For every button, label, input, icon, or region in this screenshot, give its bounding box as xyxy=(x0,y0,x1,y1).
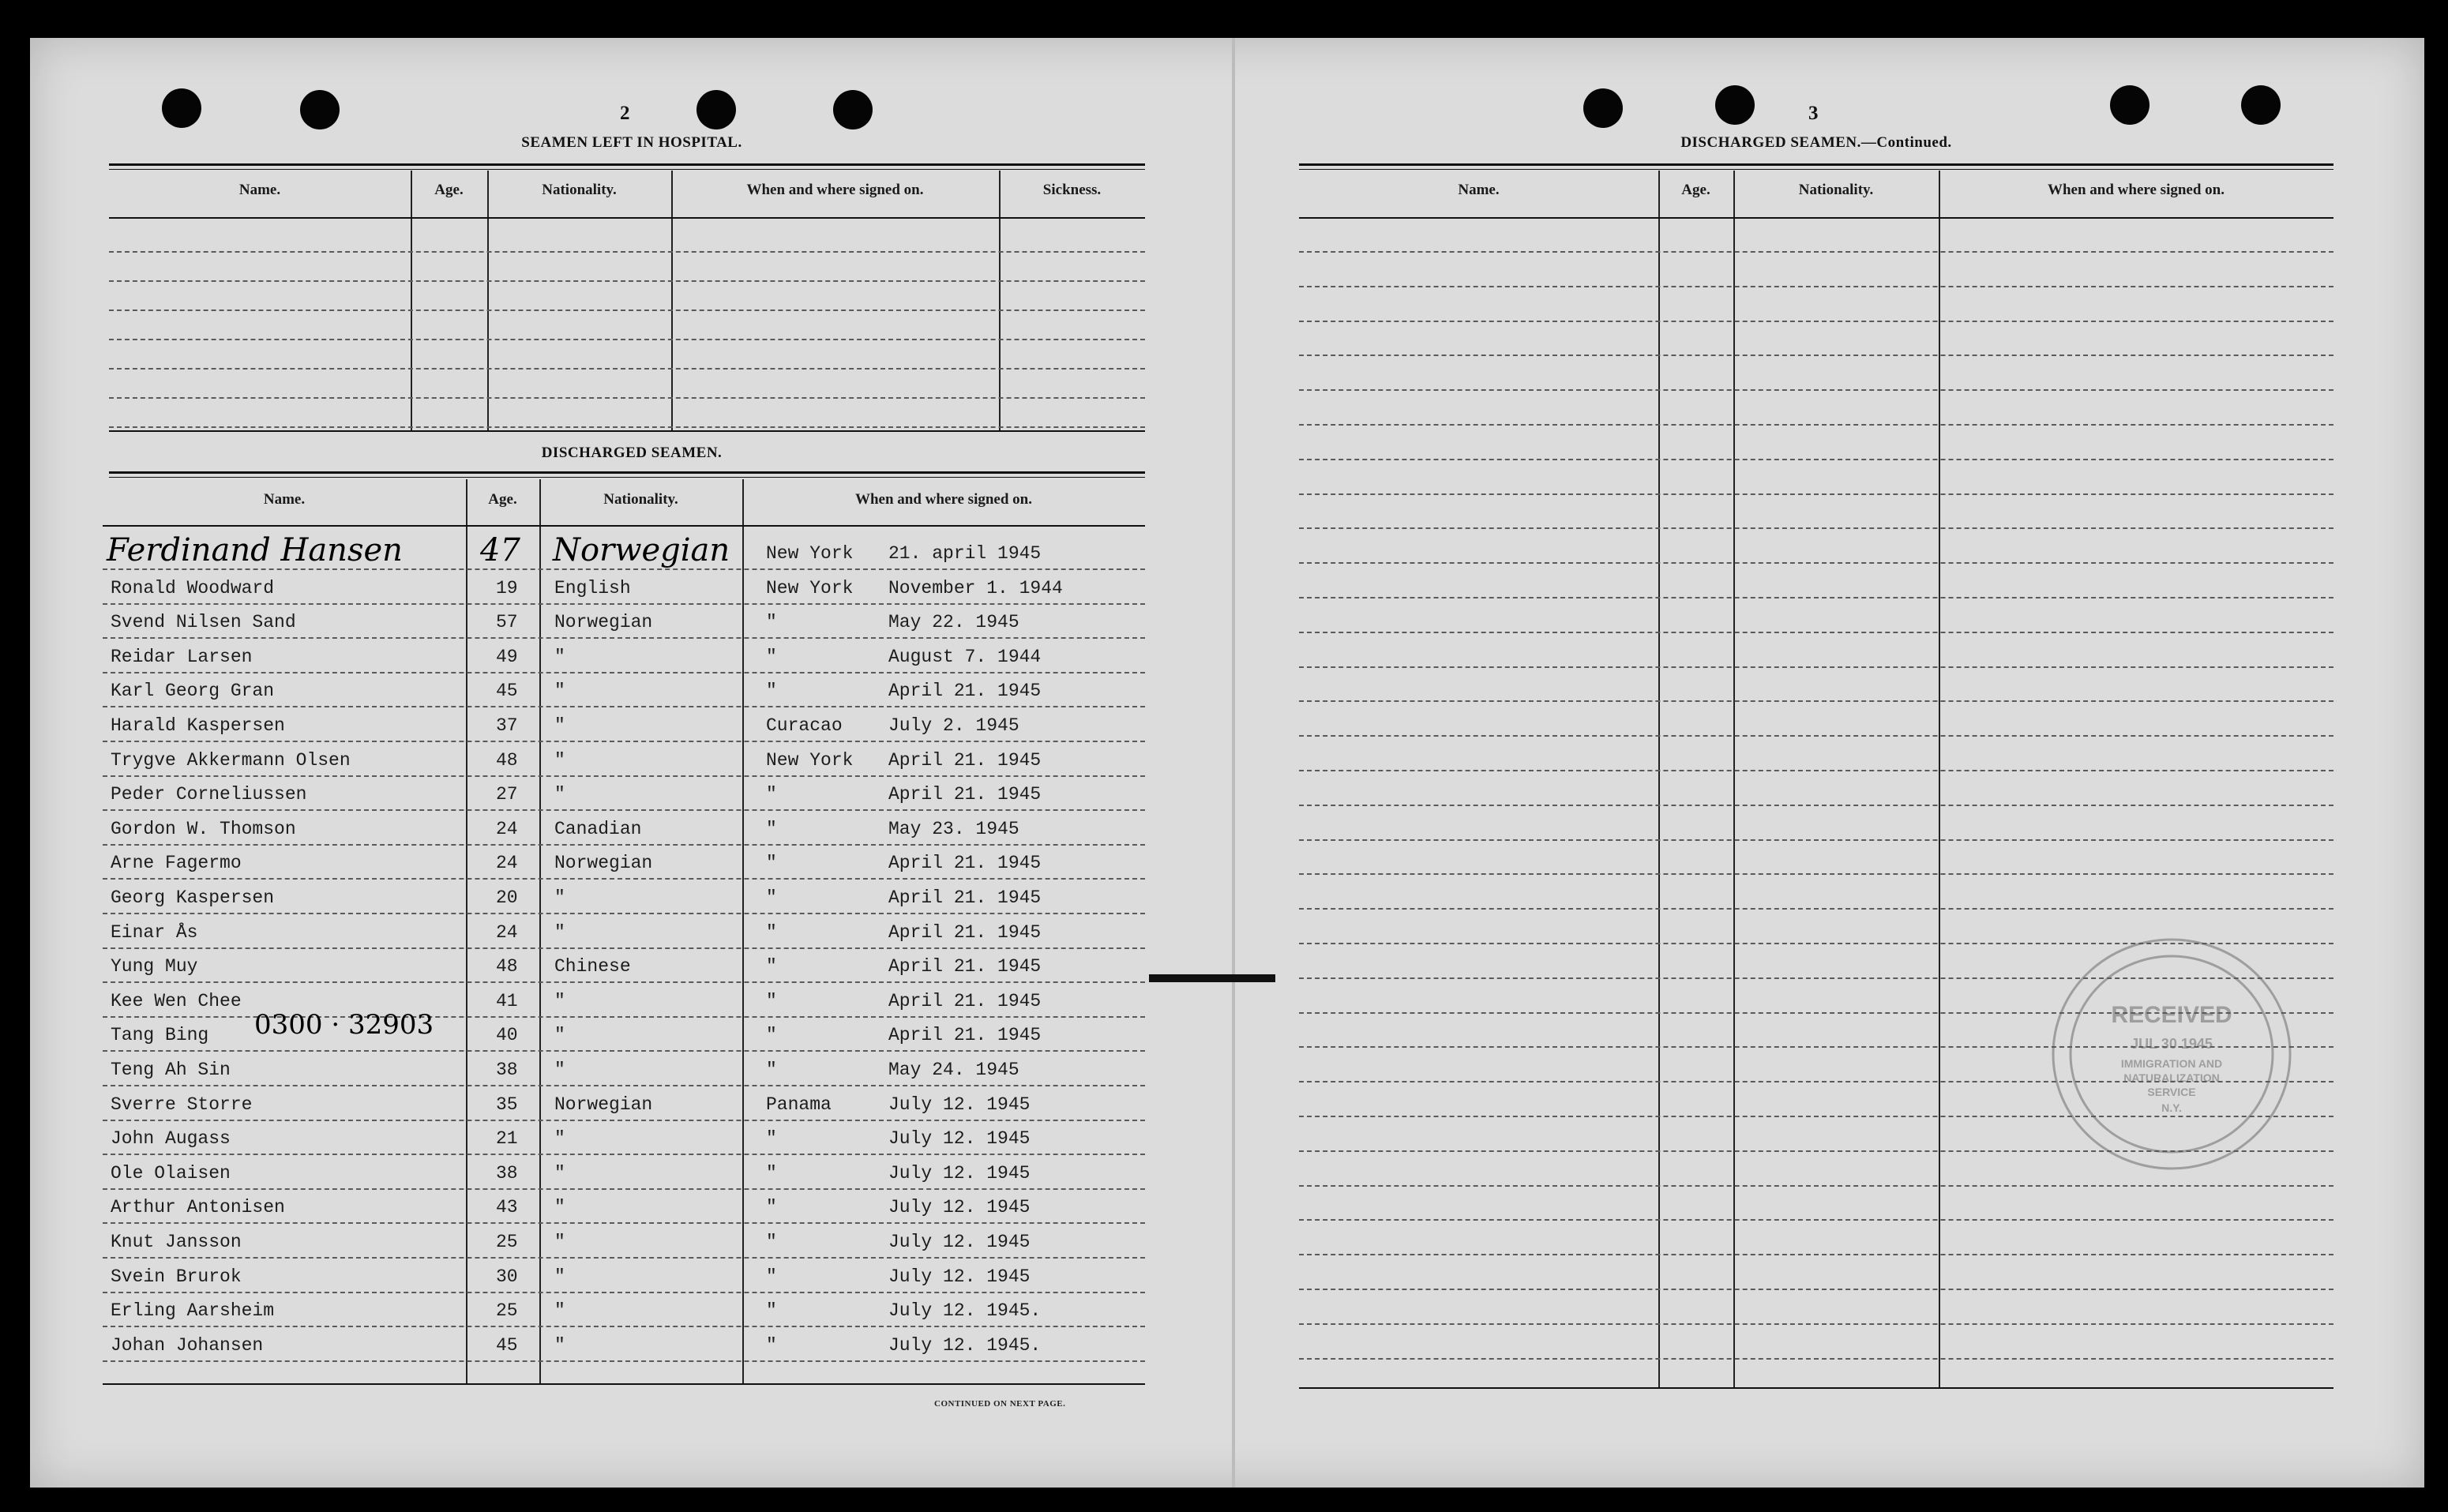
dotted-row-line xyxy=(1299,424,2333,426)
signed-on-place: " xyxy=(766,1197,777,1217)
signed-on-date: April 21. 1945 xyxy=(888,922,1042,943)
seaman-name: Harald Kaspersen xyxy=(111,715,285,736)
dotted-row-line xyxy=(1299,873,2333,875)
seaman-age: 57 xyxy=(496,612,518,632)
document-sheet xyxy=(30,38,2424,1488)
table-column-divider xyxy=(999,171,1001,430)
signed-on-place: " xyxy=(766,1232,777,1252)
seaman-age: 45 xyxy=(496,1335,518,1356)
signed-on-date: April 21. 1945 xyxy=(888,750,1042,771)
signed-on-place: " xyxy=(766,612,777,632)
dotted-row-line xyxy=(1299,1081,2333,1082)
signed-on-date: July 12. 1945 xyxy=(888,1232,1031,1252)
seaman-age: 19 xyxy=(496,578,518,598)
column-header: When and where signed on. xyxy=(746,182,924,198)
handwritten-age: 47 xyxy=(480,532,520,568)
table-column-divider xyxy=(1658,171,1660,1387)
dotted-row-line xyxy=(103,1188,1145,1190)
punch-hole xyxy=(300,90,340,129)
signed-on-place: " xyxy=(766,1163,777,1184)
dotted-row-line xyxy=(103,706,1145,707)
seaman-nationality: Norwegian xyxy=(554,612,653,632)
signed-on-date: 21. april 1945 xyxy=(888,543,1042,564)
seaman-name: Gordon W. Thomson xyxy=(111,819,296,839)
seaman-nationality: " xyxy=(554,1335,565,1356)
signed-on-date: April 21. 1945 xyxy=(888,1025,1042,1045)
seaman-name: Erling Aarsheim xyxy=(111,1300,275,1321)
seaman-nationality: " xyxy=(554,750,565,771)
discharged-continued-title: DISCHARGED SEAMEN.—Continued. xyxy=(1680,134,1952,151)
handwritten-file-number: 0300 · 32903 xyxy=(254,1009,434,1041)
column-header: Sickness. xyxy=(1042,182,1102,198)
signed-on-place: " xyxy=(766,819,777,839)
signed-on-date: July 12. 1945. xyxy=(888,1335,1042,1356)
seaman-nationality: " xyxy=(554,647,565,667)
page-fold xyxy=(1232,38,1235,1488)
column-header: When and where signed on. xyxy=(2047,182,2225,198)
fold-mark xyxy=(1149,974,1275,982)
dotted-row-line xyxy=(1299,355,2333,356)
seaman-nationality: " xyxy=(554,1197,565,1217)
dotted-row-line xyxy=(1299,1046,2333,1048)
seaman-name: Trygve Akkermann Olsen xyxy=(111,750,351,771)
seaman-name: Johan Johansen xyxy=(111,1335,264,1356)
dotted-row-line xyxy=(109,339,1145,340)
signed-on-place: " xyxy=(766,922,777,943)
signed-on-date: August 7. 1944 xyxy=(888,647,1042,667)
stamp-line-4: NATURALIZATION xyxy=(2123,1071,2220,1084)
header-underline xyxy=(1299,217,2333,219)
table-column-divider xyxy=(466,479,467,1383)
punch-hole xyxy=(1583,88,1623,128)
dotted-row-line xyxy=(1299,1116,2333,1117)
mid-rule-inner xyxy=(109,477,1145,478)
dotted-row-line xyxy=(1299,839,2333,841)
dotted-row-line xyxy=(103,809,1145,811)
dotted-row-line xyxy=(1299,1150,2333,1152)
seaman-nationality: Norwegian xyxy=(554,1094,653,1115)
dotted-row-line xyxy=(103,981,1145,983)
signed-on-date: July 2. 1945 xyxy=(888,715,1019,736)
seaman-nationality: " xyxy=(554,1025,565,1045)
seaman-nationality: Norwegian xyxy=(554,853,653,873)
seaman-age: 38 xyxy=(496,1060,518,1080)
dotted-row-line xyxy=(1299,459,2333,460)
page-number: 2 xyxy=(620,103,630,124)
seaman-age: 35 xyxy=(496,1094,518,1115)
dotted-row-line xyxy=(1299,977,2333,979)
seaman-age: 40 xyxy=(496,1025,518,1045)
punch-hole xyxy=(2110,85,2150,125)
punch-hole xyxy=(833,90,873,129)
dotted-row-line xyxy=(109,397,1145,399)
seaman-name: Karl Georg Gran xyxy=(111,681,275,701)
seaman-nationality: " xyxy=(554,922,565,943)
dotted-row-line xyxy=(1299,632,2333,633)
dotted-row-line xyxy=(103,878,1145,880)
header-underline xyxy=(109,217,1145,219)
signed-on-place: " xyxy=(766,1128,777,1149)
signed-on-date: April 21. 1945 xyxy=(888,887,1042,908)
signed-on-place: " xyxy=(766,681,777,701)
signed-on-place: New York xyxy=(766,543,854,564)
column-header: When and where signed on. xyxy=(854,491,1032,508)
seaman-age: 48 xyxy=(496,956,518,977)
seaman-name: Yung Muy xyxy=(111,956,198,977)
dotted-row-line xyxy=(103,1222,1145,1224)
dotted-row-line xyxy=(103,1085,1145,1086)
seaman-nationality: " xyxy=(554,784,565,805)
table-column-divider xyxy=(411,171,412,430)
column-header: Age. xyxy=(434,182,464,198)
signed-on-place: Panama xyxy=(766,1094,832,1115)
seaman-name: John Augass xyxy=(111,1128,231,1149)
column-header: Name. xyxy=(238,182,281,198)
seaman-age: 49 xyxy=(496,647,518,667)
seaman-nationality: " xyxy=(554,1300,565,1321)
column-header: Age. xyxy=(488,491,517,508)
seaman-age: 30 xyxy=(496,1266,518,1287)
signed-on-place: " xyxy=(766,647,777,667)
signed-on-place: Curacao xyxy=(766,715,843,736)
stamp-line-6: N.Y. xyxy=(2161,1101,2182,1114)
seaman-name: Teng Ah Sin xyxy=(111,1060,231,1080)
dotted-row-line xyxy=(1299,805,2333,806)
seaman-nationality: " xyxy=(554,1266,565,1287)
seaman-name: Sverre Storre xyxy=(111,1094,253,1115)
seaman-name: Ronald Woodward xyxy=(111,578,275,598)
seaman-nationality: " xyxy=(554,991,565,1011)
dotted-row-line xyxy=(1299,908,2333,910)
top-rule xyxy=(109,163,1145,166)
dotted-row-line xyxy=(1299,943,2333,944)
signed-on-place: New York xyxy=(766,750,854,771)
dotted-row-line xyxy=(1299,1358,2333,1360)
seaman-name: Einar Ås xyxy=(111,922,198,943)
received-stamp xyxy=(2045,932,2298,1176)
seaman-name: Arthur Antonisen xyxy=(111,1197,285,1217)
seaman-nationality: English xyxy=(554,578,631,598)
dotted-row-line xyxy=(1299,493,2333,495)
seaman-nationality: " xyxy=(554,715,565,736)
dotted-row-line xyxy=(1299,597,2333,598)
column-header: Nationality. xyxy=(542,182,617,198)
seaman-age: 24 xyxy=(496,922,518,943)
discharged-section-title: DISCHARGED SEAMEN. xyxy=(541,445,723,461)
dotted-row-line xyxy=(109,368,1145,370)
dotted-row-line xyxy=(1299,389,2333,391)
dotted-row-line xyxy=(103,741,1145,742)
dotted-row-line xyxy=(103,568,1145,570)
top-rule-inner xyxy=(1299,169,2333,170)
top-rule-inner xyxy=(109,169,1145,170)
dotted-row-line xyxy=(103,775,1145,777)
seaman-age: 48 xyxy=(496,750,518,771)
seaman-name: Knut Jansson xyxy=(111,1232,242,1252)
stamp-line-1: RECEIVED xyxy=(2111,1002,2232,1028)
signed-on-date: July 12. 1945. xyxy=(888,1300,1042,1321)
dotted-row-line xyxy=(1299,562,2333,564)
seaman-nationality: " xyxy=(554,1232,565,1252)
signed-on-place: " xyxy=(766,887,777,908)
table-column-divider xyxy=(487,171,489,430)
dotted-row-line xyxy=(1299,666,2333,668)
dotted-row-line xyxy=(109,310,1145,311)
signed-on-date: April 21. 1945 xyxy=(888,991,1042,1011)
punch-hole xyxy=(1715,85,1755,125)
signed-on-date: July 12. 1945 xyxy=(888,1128,1031,1149)
table-column-divider xyxy=(1939,171,1940,1387)
signed-on-date: April 21. 1945 xyxy=(888,681,1042,701)
stamp-line-2: JUL 30 1945 xyxy=(2131,1036,2213,1052)
signed-on-date: May 23. 1945 xyxy=(888,819,1019,839)
dotted-row-line xyxy=(1299,286,2333,287)
signed-on-date: July 12. 1945 xyxy=(888,1094,1031,1115)
seaman-name: Svend Nilsen Sand xyxy=(111,612,296,632)
seaman-nationality: " xyxy=(554,1128,565,1149)
seaman-nationality: Canadian xyxy=(554,819,642,839)
column-header: Name. xyxy=(1458,182,1500,198)
dotted-row-line xyxy=(1299,1289,2333,1290)
signed-on-date: May 22. 1945 xyxy=(888,612,1019,632)
signed-on-place: " xyxy=(766,956,777,977)
dotted-row-line xyxy=(103,1360,1145,1362)
dotted-row-line xyxy=(103,1326,1145,1327)
signed-on-date: April 21. 1945 xyxy=(888,784,1042,805)
seaman-name: Ole Olaisen xyxy=(111,1163,231,1184)
stamp-line-5: SERVICE xyxy=(2147,1086,2196,1098)
seaman-age: 38 xyxy=(496,1163,518,1184)
dotted-row-line xyxy=(103,1292,1145,1293)
seaman-age: 43 xyxy=(496,1197,518,1217)
table-column-divider xyxy=(742,479,744,1383)
column-header: Age. xyxy=(1681,182,1710,198)
seaman-age: 25 xyxy=(496,1300,518,1321)
dotted-row-line xyxy=(103,603,1145,605)
column-header: Nationality. xyxy=(603,491,678,508)
dotted-row-line xyxy=(109,426,1145,428)
signed-on-place: New York xyxy=(766,578,854,598)
signed-on-date: November 1. 1944 xyxy=(888,578,1063,598)
dotted-row-line xyxy=(1299,700,2333,702)
dotted-row-line xyxy=(109,280,1145,282)
seaman-age: 45 xyxy=(496,681,518,701)
signed-on-place: " xyxy=(766,1025,777,1045)
dotted-row-line xyxy=(1299,1323,2333,1325)
signed-on-date: July 12. 1945 xyxy=(888,1197,1031,1217)
handwritten-nationality: Norwegian xyxy=(553,532,730,568)
signed-on-date: April 21. 1945 xyxy=(888,853,1042,873)
signed-on-date: July 12. 1945 xyxy=(888,1266,1031,1287)
signed-on-place: " xyxy=(766,1060,777,1080)
seaman-name: Arne Fagermo xyxy=(111,853,242,873)
signed-on-place: " xyxy=(766,853,777,873)
seaman-nationality: Chinese xyxy=(554,956,631,977)
punch-hole xyxy=(2241,85,2281,125)
seaman-nationality: " xyxy=(554,887,565,908)
continued-note: CONTINUED ON NEXT PAGE. xyxy=(934,1399,1066,1409)
dotted-row-line xyxy=(1299,1185,2333,1187)
seaman-age: 37 xyxy=(496,715,518,736)
dotted-row-line xyxy=(103,913,1145,914)
stamp-line-3: IMMIGRATION AND xyxy=(2120,1057,2223,1070)
signed-on-place: " xyxy=(766,784,777,805)
column-header: Nationality. xyxy=(1798,182,1874,198)
dotted-row-line xyxy=(103,947,1145,949)
dotted-row-line xyxy=(1299,1012,2333,1014)
dotted-row-line xyxy=(1299,735,2333,737)
table-column-divider xyxy=(1733,171,1735,1387)
signed-on-date: May 24. 1945 xyxy=(888,1060,1019,1080)
signed-on-place: " xyxy=(766,1335,777,1356)
seaman-name: Tang Bing xyxy=(111,1025,209,1045)
dotted-row-line xyxy=(103,1050,1145,1052)
signed-on-date: July 12. 1945 xyxy=(888,1163,1031,1184)
seaman-nationality: " xyxy=(554,1163,565,1184)
column-header: Name. xyxy=(263,491,306,508)
seaman-name: Peder Corneliussen xyxy=(111,784,307,805)
dotted-row-line xyxy=(1299,251,2333,253)
seaman-name: Kee Wen Chee xyxy=(111,991,242,1011)
seaman-age: 41 xyxy=(496,991,518,1011)
page-number: 3 xyxy=(1808,103,1819,124)
table-bottom-rule xyxy=(109,430,1145,432)
punch-hole xyxy=(696,90,736,129)
handwritten-name: Ferdinand Hansen xyxy=(107,532,403,568)
punch-hole xyxy=(162,88,201,128)
signed-on-date: April 21. 1945 xyxy=(888,956,1042,977)
table-column-divider xyxy=(671,171,673,430)
dotted-row-line xyxy=(1299,527,2333,529)
dotted-row-line xyxy=(1299,321,2333,322)
table-bottom-rule xyxy=(1299,1387,2333,1389)
dotted-row-line xyxy=(1299,1254,2333,1255)
dotted-row-line xyxy=(103,1154,1145,1155)
seaman-name: Georg Kaspersen xyxy=(111,887,275,908)
dotted-row-line xyxy=(103,844,1145,846)
dotted-row-line xyxy=(103,637,1145,639)
table-bottom-rule xyxy=(103,1383,1145,1385)
seaman-age: 24 xyxy=(496,853,518,873)
seaman-name: Reidar Larsen xyxy=(111,647,253,667)
mid-rule xyxy=(109,471,1145,474)
seaman-age: 25 xyxy=(496,1232,518,1252)
signed-on-place: " xyxy=(766,1300,777,1321)
seaman-nationality: " xyxy=(554,1060,565,1080)
dotted-row-line xyxy=(109,251,1145,253)
seaman-age: 27 xyxy=(496,784,518,805)
seaman-age: 21 xyxy=(496,1128,518,1149)
signed-on-place: " xyxy=(766,1266,777,1287)
dotted-row-line xyxy=(103,672,1145,673)
signed-on-place: " xyxy=(766,991,777,1011)
top-rule xyxy=(1299,163,2333,166)
dotted-row-line xyxy=(1299,1219,2333,1221)
seaman-nationality: " xyxy=(554,681,565,701)
dotted-row-line xyxy=(1299,770,2333,771)
seaman-name: Svein Brurok xyxy=(111,1266,242,1287)
seaman-age: 24 xyxy=(496,819,518,839)
dotted-row-line xyxy=(103,1257,1145,1259)
header-underline xyxy=(103,525,1145,527)
dotted-row-line xyxy=(103,1120,1145,1121)
hospital-section-title: SEAMEN LEFT IN HOSPITAL. xyxy=(521,134,742,151)
seaman-age: 20 xyxy=(496,887,518,908)
table-column-divider xyxy=(539,479,541,1383)
